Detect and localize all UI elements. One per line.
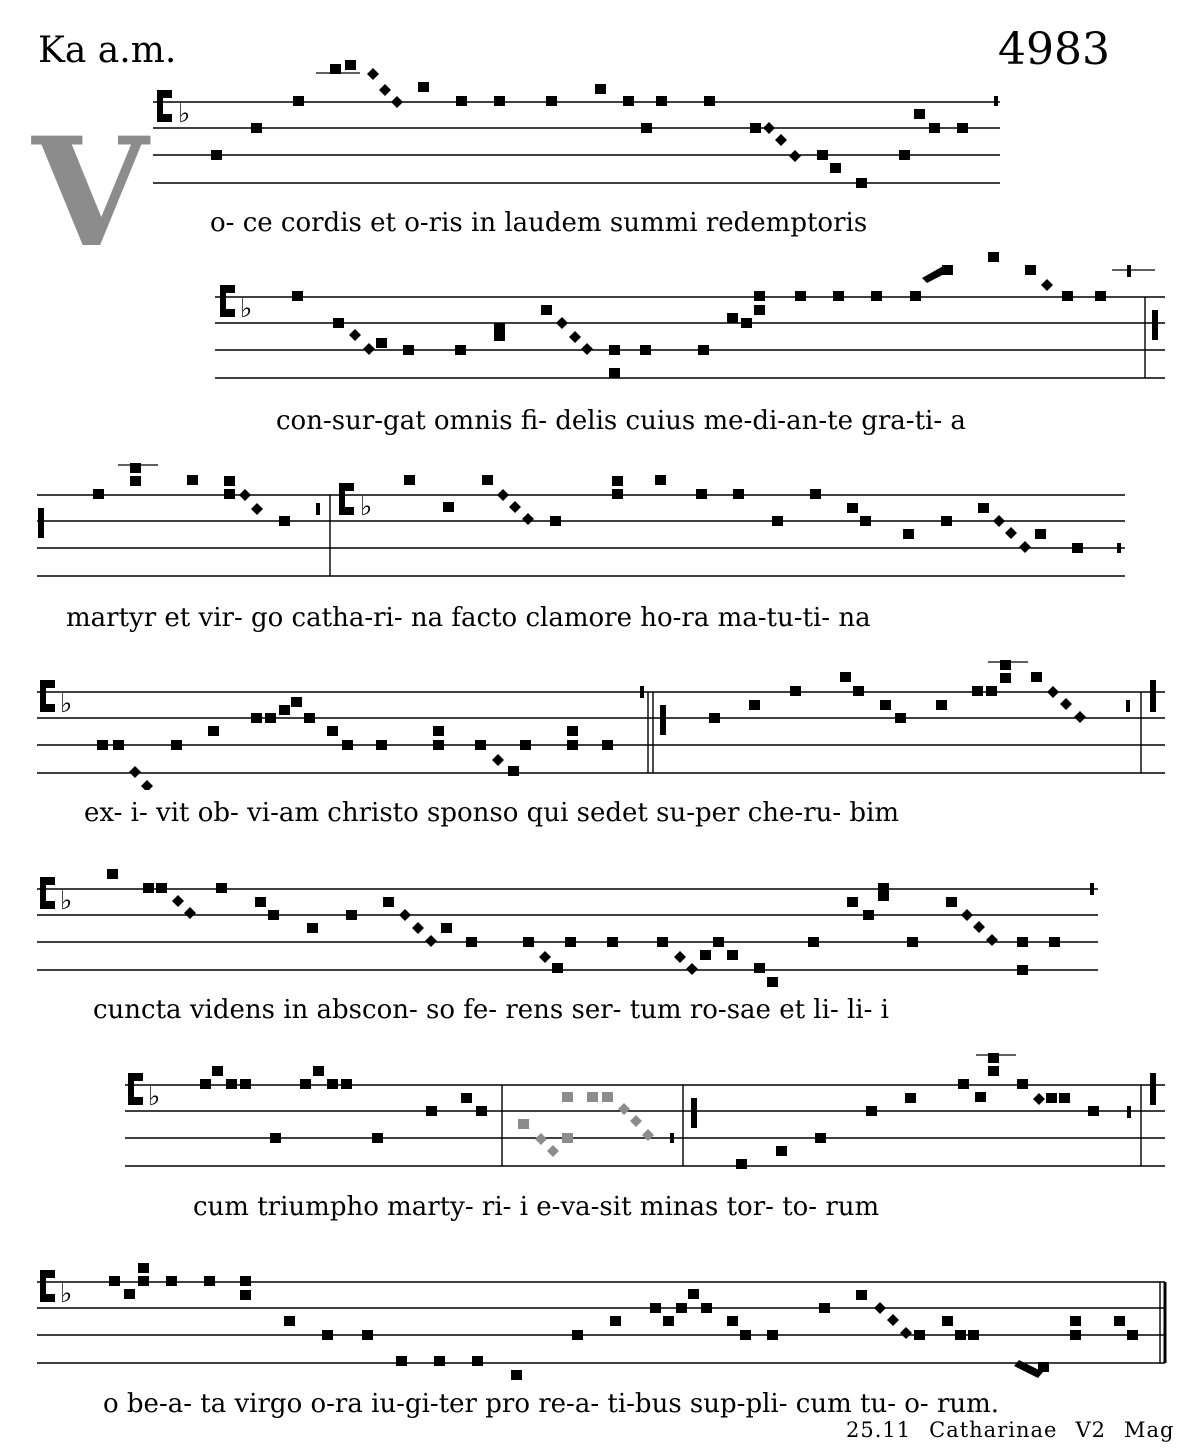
staff-system-1 — [0, 0, 1200, 238]
svg-text:♭: ♭ — [360, 492, 373, 522]
clef-2 — [220, 285, 1158, 340]
lyrics-line-3: martyr et vir- go catha-ri- na facto clamore ho-ra ma-tu-ti- na — [66, 603, 871, 633]
footer-genre: Mag — [1123, 1418, 1175, 1442]
lyrics-line-2: con-sur-gat omnis fi- delis cuius me-di-an-te gra-ti- a — [276, 406, 966, 436]
staff-system-5 — [0, 787, 1200, 1025]
lyrics-line-6: cum triumpho marty- ri- i e-va-sit minas tor- to- rum — [193, 1192, 880, 1222]
footer-source — [846, 1418, 1174, 1442]
svg-text:♭: ♭ — [148, 1082, 161, 1112]
neumes-5 — [40, 869, 1094, 987]
staff-system-3 — [0, 393, 1200, 633]
lyrics-line-5: cuncta videns in abscon- so fe- rens ser- tum ro-sae et li- li- i — [93, 995, 889, 1025]
svg-text:♭: ♭ — [60, 1279, 73, 1309]
staff-lines-6 — [0, 983, 1200, 1183]
staff-system-6 — [0, 983, 1200, 1222]
svg-text:♭: ♭ — [178, 99, 191, 129]
neumes-4 — [40, 660, 1156, 790]
footer-feast: Catharinae — [929, 1418, 1058, 1442]
lyrics-line-7: o be-a- ta virgo o-ra iu-gi-ter pro re-a- ti-bus sup-pli- cum tu- o- rum. — [103, 1389, 1000, 1419]
neumes-3 — [38, 463, 1121, 553]
staff-lines-7 — [0, 1180, 1200, 1380]
svg-text:♭: ♭ — [60, 689, 73, 719]
staff-lines-2 — [0, 195, 1200, 395]
chant-number: 4983 — [998, 24, 1110, 75]
lyrics-line-4: ex- i- vit ob- vi-am christo sponso qui sedet su-per che-ru- bim — [84, 798, 900, 828]
staff-lines-5 — [0, 787, 1200, 987]
lyrics-line-1: o- ce cordis et o-ris in laudem summi redemptoris — [210, 208, 868, 238]
staff-system-4 — [0, 590, 1200, 828]
svg-text:♭: ♭ — [240, 294, 253, 324]
gray-neumes — [518, 1092, 654, 1157]
clef-1 — [157, 90, 190, 129]
neumes-2 — [292, 252, 1155, 378]
neumes-1 — [211, 60, 998, 188]
initial-letter: V — [32, 105, 149, 281]
svg-text:♭: ♭ — [60, 886, 73, 916]
header-left: Ka a.m. — [38, 30, 177, 71]
staff-lines-3 — [0, 393, 1200, 593]
staff-system-7 — [0, 1180, 1200, 1419]
footer-date: 25.11 — [846, 1418, 912, 1442]
staff-lines-1 — [0, 0, 1200, 200]
footer-office: V2 — [1075, 1418, 1106, 1442]
staff-system-2 — [0, 195, 1200, 436]
staff-lines-4 — [0, 590, 1200, 790]
